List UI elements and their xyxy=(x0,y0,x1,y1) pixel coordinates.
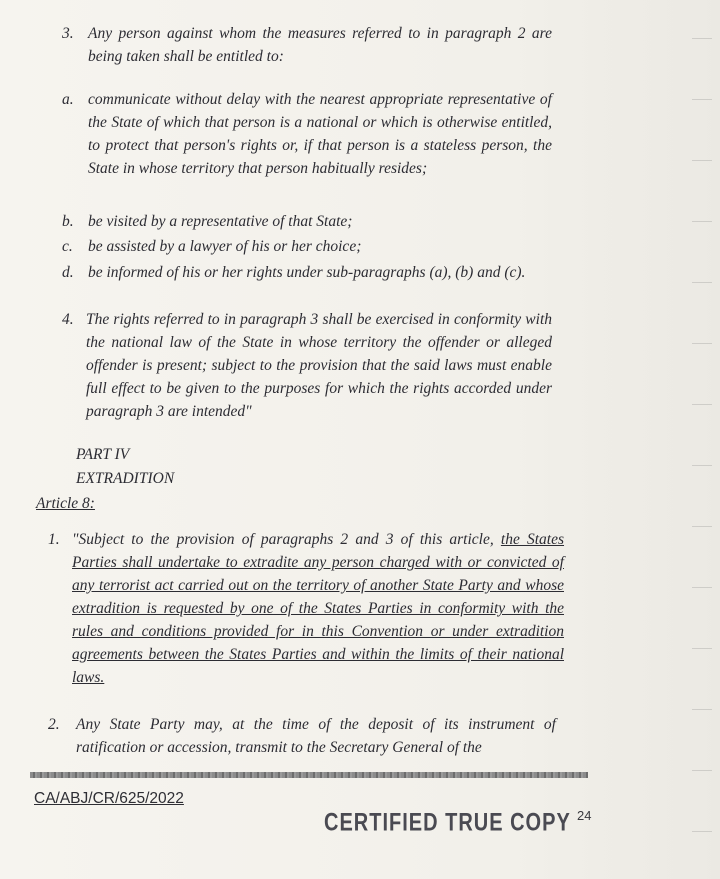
item-c-label: c. xyxy=(62,238,73,255)
item-d-text: be informed of his or her rights under sub-paragraphs (a), (b) and (c). xyxy=(88,264,526,281)
para-4-number: 4. xyxy=(62,311,74,328)
item-a-text: communicate without delay with the nearest appropriate representative of the State of which that person is a national or which is otherwise entitled, to protect that person's rights or, if that person is a stateless person, the State in whose territory that person habitually resides; xyxy=(88,91,552,177)
part-heading: PART IV xyxy=(76,446,130,463)
article-heading: Article 8: xyxy=(36,495,95,512)
item-a-label: a. xyxy=(62,91,74,108)
article-para-1-underlined: the States Parties shall undertake to extradite any person charged with or convicted of any terrorist act carried out on the territory of another State Party and whose extradition is requested by one of the States Parties in conformity with the rules and conditions provided for in this Convention or under extradition agreements between the States Parties and within the limits of their national laws. xyxy=(72,531,565,686)
article-para-1-text xyxy=(72,528,564,689)
item-b-text: be visited by a representative of that State; xyxy=(88,213,353,230)
article-para-1-number: 1. xyxy=(48,531,60,548)
certified-stamp: CERTIFIED TRUE COPY xyxy=(324,809,571,837)
para-4-text: The rights referred to in paragraph 3 shall be exercised in conformity with the national law of the State in whose territory the offender or alleged offender is present; subject to the provision that the said laws must enable full effect to be given to the purposes for which the rights accorded under paragraph 3 are intended" xyxy=(86,311,552,420)
item-c-text: be assisted by a lawyer of his or her choice; xyxy=(88,238,362,255)
page-number: 24 xyxy=(577,808,592,823)
part-title: EXTRADITION xyxy=(76,470,175,487)
para-3-number: 3. xyxy=(62,25,74,42)
article-para-2-text: Any State Party may, at the time of the deposit of its instrument of ratification or accession, transmit to the Secretary General of the xyxy=(76,716,556,756)
item-d-label: d. xyxy=(62,264,74,281)
item-b-label: b. xyxy=(62,213,74,230)
article-para-2-number: 2. xyxy=(48,716,60,733)
scan-edge-noise xyxy=(692,0,712,879)
para-3-text: Any person against whom the measures referred to in paragraph 2 are being taken shall be entitled to: xyxy=(88,25,552,65)
footer-rule xyxy=(30,772,588,778)
case-reference: CA/ABJ/CR/625/2022 xyxy=(34,790,184,807)
article-para-1-plain: "Subject to the provision of paragraphs 2 and 3 of this article, xyxy=(72,531,501,548)
